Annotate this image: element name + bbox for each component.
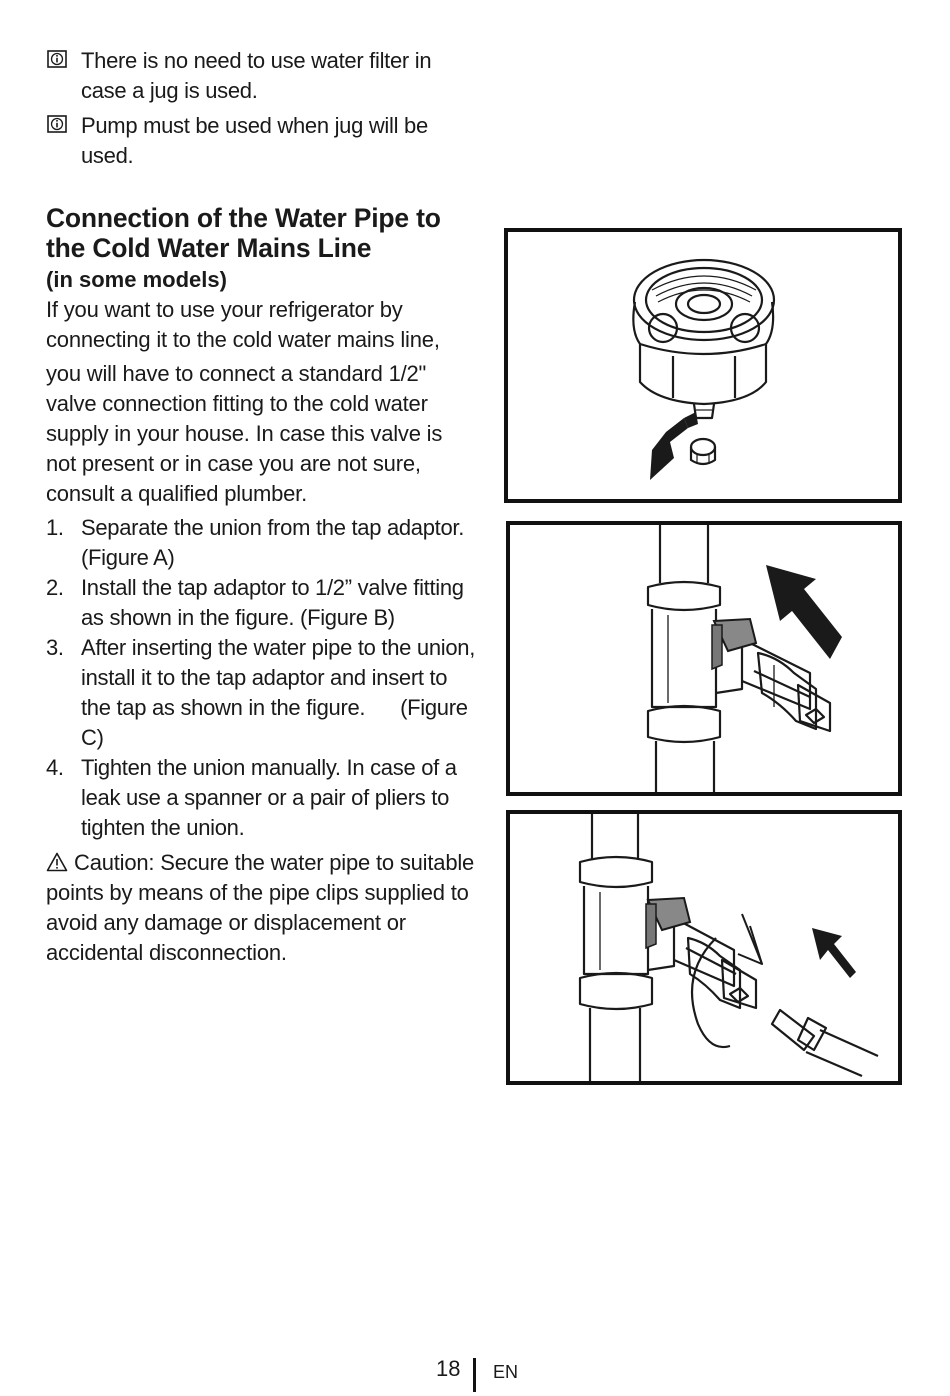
step-text: Tighten the union manually. In case of a leak use a spanner or a pair of pliers to tighten the union. [81, 755, 457, 840]
info-icon [47, 115, 67, 133]
step-item [46, 753, 476, 843]
step-text: Separate the union from the tap adaptor. (Figure A) [81, 515, 465, 570]
section-title: Connection of the Water Pipe to the Cold Water Mains Line [46, 203, 441, 263]
text-column [46, 46, 481, 968]
pipe-connection-illustration [510, 814, 898, 1081]
tap-adaptor-illustration [510, 525, 898, 792]
info-icon [47, 50, 67, 68]
step-number: 3. [46, 635, 64, 660]
info-note-text: There is no need to use water filter in case a jug is used. [81, 48, 432, 103]
step-number: 4. [46, 755, 64, 780]
figure-b-adaptor [506, 521, 902, 796]
figure-c-pipe [506, 810, 902, 1085]
info-note-text: Pump must be used when jug will be used. [81, 113, 428, 168]
step-text: After inserting the water pipe to the union, install it to the tap adaptor and insert to the tap as shown in the figure. (Figure C) [81, 635, 481, 750]
section-subtitle: (in some models) [46, 267, 227, 292]
page-footer [0, 1356, 950, 1396]
union-fitting-illustration [508, 232, 898, 499]
caution-text: Caution: Secure the water pipe to suitable points by means of the pipe clips supplied to avoid any damage or displacement or accidental disconnection. [46, 850, 475, 965]
figure-a-union [504, 228, 902, 503]
step-number: 1. [46, 515, 64, 540]
step-item [46, 513, 476, 573]
info-note-pump [46, 111, 476, 171]
step-number: 2. [46, 575, 64, 600]
step-item [46, 633, 481, 753]
info-note-jug-filter [46, 46, 476, 106]
valve-paragraph: you will have to connect a standard 1/2" valve connection fitting to the cold water supply in your house. In case this valve is not present or in case you are not sure, consult a qualified plumber. [46, 361, 443, 506]
warning-icon [46, 852, 68, 872]
footer-divider [473, 1358, 476, 1392]
language-code: EN [493, 1362, 519, 1382]
installation-steps [46, 513, 481, 843]
page-number: 18 [436, 1356, 461, 1381]
caution-note [46, 848, 476, 968]
intro-paragraph: If you want to use your refrigerator by connecting it to the cold water mains line, [46, 297, 440, 352]
step-text: Install the tap adaptor to 1/2” valve fitting as shown in the figure. (Figure B) [81, 575, 464, 630]
step-item [46, 573, 476, 633]
